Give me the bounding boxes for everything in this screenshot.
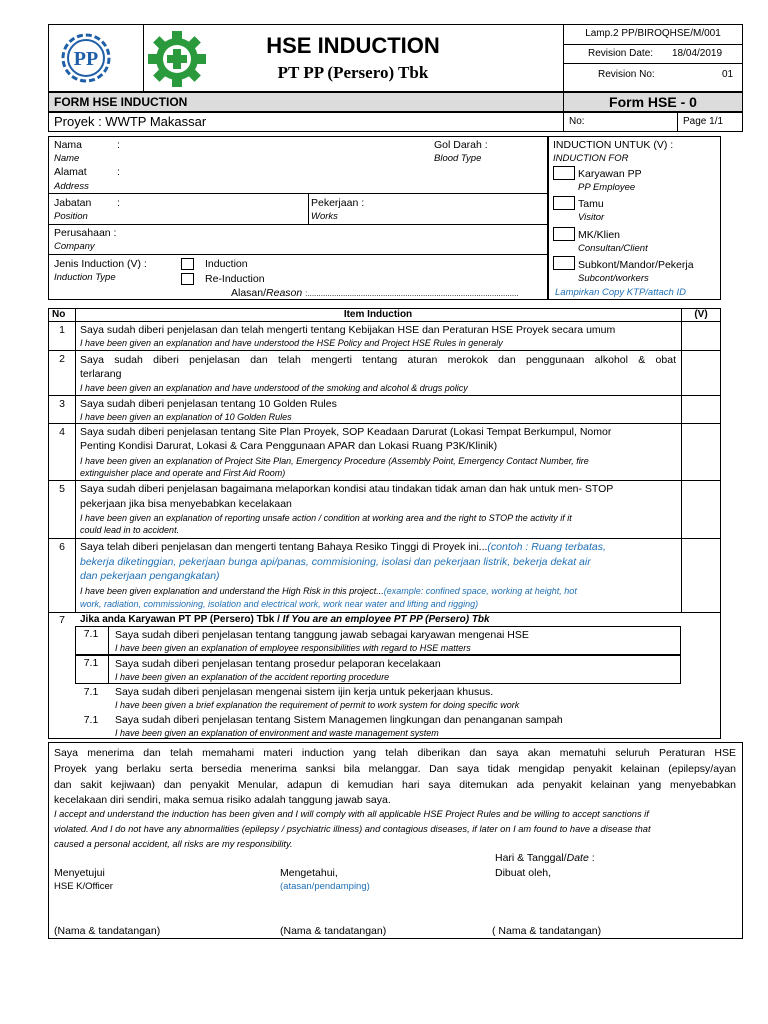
project-label: Proyek : WWTP Makassar: [54, 114, 207, 129]
reinduction-checkbox[interactable]: [181, 273, 194, 285]
mk-klien-label-en: Consultan/Client: [578, 243, 648, 254]
jabatan-label-en: Position: [54, 211, 88, 222]
page-number: Page 1/1: [683, 116, 724, 127]
col-item-header: Item Induction: [343, 309, 413, 320]
alasan-label: Alasan/Reason :...............................................................................................: [231, 287, 519, 299]
svg-text:PP: PP: [73, 48, 99, 70]
company-name: PT PP (Persero) Tbk: [277, 63, 429, 82]
perusahaan-field[interactable]: [130, 226, 540, 240]
perusahaan-label-en: Company: [54, 241, 95, 252]
no-label: No:: [569, 116, 585, 127]
gol-darah-label-en: Blood Type: [434, 153, 482, 164]
alamat-label-en: Address: [54, 181, 89, 192]
gol-darah-label: Gol Darah :: [434, 139, 488, 151]
jenis-induction-label: Jenis Induction (V) :: [54, 258, 147, 270]
tamu-label: Tamu: [578, 198, 604, 210]
jenis-induction-label-en: Induction Type: [54, 272, 116, 283]
alamat-label: Alamat: [54, 166, 87, 178]
alamat-field[interactable]: [125, 165, 535, 179]
induction-for-label: INDUCTION UNTUK (V) :: [553, 139, 674, 151]
row-2-checkbox[interactable]: [682, 351, 720, 394]
revision-date-label: Revision Date:: [588, 48, 654, 59]
subkont-label-en: Subcont/workers: [578, 273, 649, 284]
row-6-checkbox[interactable]: [682, 539, 720, 611]
revision-no: 01: [722, 69, 734, 80]
nama-label: Nama: [54, 139, 83, 151]
row-3-checkbox[interactable]: [682, 396, 720, 422]
reinduction-option-label: Re-Induction: [205, 273, 265, 285]
karyawan-pp-label: Karyawan PP: [578, 168, 642, 180]
mk-klien-checkbox[interactable]: [553, 227, 575, 241]
perusahaan-label: Perusahaan :: [54, 227, 117, 239]
subkont-checkbox[interactable]: [553, 256, 575, 270]
date-label: Hari & Tanggal/Date :: [495, 852, 595, 864]
induction-checkbox[interactable]: [181, 258, 194, 270]
induction-option-label: Induction: [205, 258, 248, 270]
mk-klien-label: MK/Klien: [578, 229, 621, 241]
nama-label-en: Name: [54, 153, 80, 164]
nama-field[interactable]: [125, 138, 415, 152]
doc-code: Lamp.2 PP/BIROQHSE/M/001: [585, 28, 721, 39]
jabatan-field[interactable]: [125, 196, 300, 210]
jabatan-label: Jabatan: [54, 197, 92, 209]
col-check-header: (V): [694, 309, 708, 320]
row-5-checkbox[interactable]: [682, 481, 720, 537]
attach-id-note: Lampirkan Copy KTP/attach ID: [555, 287, 686, 298]
pekerjaan-label: Pekerjaan :: [311, 197, 365, 209]
karyawan-pp-checkbox[interactable]: [553, 166, 575, 180]
row-4-checkbox[interactable]: [682, 424, 720, 479]
pekerjaan-label-en: Works: [311, 211, 338, 222]
revision-no-label: Revision No:: [598, 69, 655, 80]
karyawan-pp-label-en: PP Employee: [578, 182, 636, 193]
tamu-checkbox[interactable]: [553, 196, 575, 210]
subkont-label: Subkont/Mandor/Pekerja: [578, 259, 694, 271]
form-code: Form HSE - 0: [609, 94, 697, 110]
pp-logo: [60, 32, 112, 84]
row-1-checkbox[interactable]: [682, 322, 720, 349]
col-no-header: No: [52, 309, 66, 320]
form-label: FORM HSE INDUCTION: [54, 95, 188, 109]
induction-for-label-en: INDUCTION FOR: [553, 153, 629, 164]
pekerjaan-field[interactable]: [372, 196, 542, 210]
page-title: HSE INDUCTION: [266, 33, 440, 58]
revision-date: 18/04/2019: [672, 48, 723, 59]
tamu-label-en: Visitor: [578, 212, 605, 223]
